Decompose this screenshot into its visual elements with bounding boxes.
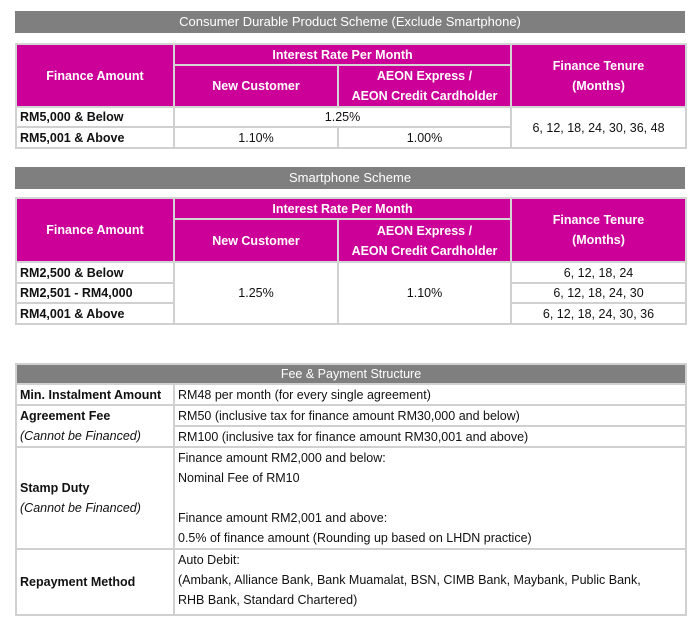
finance-tenure-header: Finance Tenure (Months)	[511, 44, 686, 107]
finance-amount-header: Finance Amount	[16, 44, 174, 107]
new-customer-header: New Customer	[174, 219, 338, 262]
consumer-durable-title: Consumer Durable Product Scheme (Exclude Smartphone)	[15, 11, 685, 33]
tenure-cell: 6, 12, 18, 24, 30, 36	[511, 303, 686, 324]
repayment-method-value: Auto Debit: (Ambank, Alliance Bank, Bank Muamalat, BSN, CIMB Bank, Maybank, Public Bank, RHB Bank, Standard Chartered)	[174, 549, 686, 615]
aeon-rate-cell: 1.00%	[338, 127, 511, 148]
repayment-method-label: Repayment Method	[16, 549, 174, 615]
smartphone-table	[15, 197, 687, 325]
stamp-duty-note: (Cannot be Financed)	[20, 501, 141, 515]
table-row	[16, 405, 686, 426]
interest-rate-header: Interest Rate Per Month	[174, 198, 511, 219]
fee-structure-title: Fee & Payment Structure	[16, 364, 686, 384]
agreement-fee-note: (Cannot be Financed)	[20, 429, 141, 443]
new-customer-rate-cell: 1.25%	[174, 262, 338, 324]
new-customer-rate-cell: 1.10%	[174, 127, 338, 148]
aeon-header: AEON Express / AEON Credit Cardholder	[338, 219, 511, 262]
fee-structure-table	[15, 363, 687, 616]
agreement-fee-label: Agreement Fee (Cannot be Financed)	[16, 405, 174, 447]
aeon-rate-cell: 1.10%	[338, 262, 511, 324]
table-row	[16, 107, 686, 127]
finance-amount-cell: RM2,501 - RM4,000	[16, 283, 174, 303]
table-row	[16, 384, 686, 405]
finance-amount-cell: RM5,000 & Below	[16, 107, 174, 127]
rate-cell: 1.25%	[174, 107, 511, 127]
tenure-cell: 6, 12, 18, 24	[511, 262, 686, 283]
min-instalment-label: Min. Instalment Amount	[16, 384, 174, 405]
smartphone-title: Smartphone Scheme	[15, 167, 685, 189]
stamp-duty-label: Stamp Duty (Cannot be Financed)	[16, 447, 174, 549]
tenure-cell: 6, 12, 18, 24, 30, 36, 48	[511, 107, 686, 148]
finance-amount-cell: RM2,500 & Below	[16, 262, 174, 283]
interest-rate-header: Interest Rate Per Month	[174, 44, 511, 65]
agreement-fee-value: RM100 (inclusive tax for finance amount RM30,001 and above)	[174, 426, 686, 447]
aeon-header: AEON Express / AEON Credit Cardholder	[338, 65, 511, 107]
min-instalment-value: RM48 per month (for every single agreement)	[174, 384, 686, 405]
agreement-fee-value: RM50 (inclusive tax for finance amount RM30,000 and below)	[174, 405, 686, 426]
consumer-durable-table	[15, 43, 687, 149]
stamp-duty-value: Finance amount RM2,000 and below: Nominal Fee of RM10 Finance amount RM2,001 and above: 0.5% of finance amount (Rounding up based on LHDN practice)	[174, 447, 686, 549]
table-row	[16, 447, 686, 549]
finance-amount-cell: RM4,001 & Above	[16, 303, 174, 324]
new-customer-header: New Customer	[174, 65, 338, 107]
finance-tenure-header: Finance Tenure (Months)	[511, 198, 686, 262]
tenure-cell: 6, 12, 18, 24, 30	[511, 283, 686, 303]
table-row	[16, 549, 686, 615]
finance-amount-header: Finance Amount	[16, 198, 174, 262]
table-row	[16, 262, 686, 283]
finance-amount-cell: RM5,001 & Above	[16, 127, 174, 148]
